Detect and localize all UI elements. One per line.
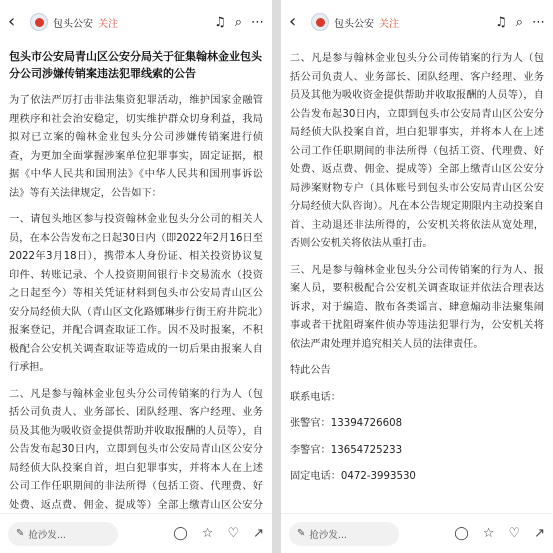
contact-label: 联系电话： xyxy=(290,391,341,403)
contact-landline: 固定电话：0472-3993530 xyxy=(290,471,416,482)
article-title: 包头市公安局青山区公安分局关于征集翰林金业包头分公司涉嫌传销案违法犯罪线索的公告 xyxy=(9,50,262,80)
paragraph-two: 二、凡是参与翰林金业包头分公司传销案的行为人（包括公司负责人、业务部长、团队经理、客户经理、业务员及其他为吸收资金提供帮助并收取报酬的人员等），自公告发布起30日内，立即到包头市公安局青山区公安分局经侦大队投案自首，坦白犯罪事实，并将本人在上述公司工作任职期间的非法所得（包括工资、代理费、好处费、返点费、佣金、提成等）全部上缴青山区公安分 xyxy=(9,388,263,511)
article-content xyxy=(0,44,272,513)
search-icon[interactable]: ⌕ xyxy=(234,14,242,30)
bottom-bar xyxy=(0,513,272,553)
like-icon[interactable]: ♡ xyxy=(227,526,240,541)
paragraph-intro: 为了依法严厉打击非法集资犯罪活动，维护国家金融管理秩序和社会治安稳定，切实维护群众切身利益，我局拟对已立案的翰林金业包头分公司涉嫌传销案进行侦查，为更加全面掌握涉案单位犯罪事实，固定证据，根据《中华人民共和国刑法》《中华人民共和国刑事诉讼法》等有关法律规定，公告如下： xyxy=(9,95,263,199)
chevron-left-icon[interactable]: ‹ xyxy=(289,11,297,32)
paragraph-three: 三、凡是参与翰林金业包头分公司传销案的行为人、报案人员，要积极配合公安机关调查取证并依法合理表达诉求，对于编造、散布各类谣言、肆意煽动非法聚集闹事或者干扰阻碍案件侦办等违法犯罪行为，公安机关将依法严肃处理并追究相关人员的法律责任。 xyxy=(290,264,544,350)
comment-input[interactable] xyxy=(289,522,399,546)
avatar[interactable] xyxy=(30,13,48,31)
share-icon[interactable]: ↗ xyxy=(534,526,545,541)
pen-icon: ✎ xyxy=(297,528,306,539)
star-icon[interactable]: ☆ xyxy=(201,526,214,541)
notice-line: 特此公告 xyxy=(290,365,331,376)
top-icons xyxy=(214,16,264,29)
account-name[interactable]: 包头公安 xyxy=(53,18,93,30)
top-icons xyxy=(495,16,545,29)
more-icon[interactable]: ⋯ xyxy=(251,14,264,30)
paragraph-one: 一、请包头地区参与投资翰林金业包头分公司的相关人员，在本公告发布之日起30日内（即2022年2月16日至2022年3月18日），携带本人身份证、相关投资协议复印件、转账记录、个人投资期间银行卡交易流水（投资之日起至今）等相关凭证材料到包头市公安局青山区公安分局经侦大队（青山区文化路娜琳步行街王府井院北）报案登记，并配合调查取证工作。因不及时报案，不积极配合公安机关调查取证等造成的一切后果由报案人自行承担。 xyxy=(9,214,263,373)
contact-li: 李警官：13654725233 xyxy=(290,444,403,456)
follow-button[interactable]: 关注 xyxy=(379,18,399,30)
headphones-icon[interactable]: ♫ xyxy=(214,14,226,30)
right-phone-screen xyxy=(281,0,553,553)
comment-icon[interactable]: ◯ xyxy=(173,526,188,541)
comment-placeholder: 抢沙发... xyxy=(28,529,66,541)
share-icon[interactable]: ↗ xyxy=(253,526,264,541)
star-icon[interactable]: ☆ xyxy=(482,526,495,541)
top-bar xyxy=(281,0,553,44)
action-icons xyxy=(454,527,545,540)
contact-zhang: 张警官：13394726608 xyxy=(290,418,403,429)
article-content xyxy=(281,44,553,513)
avatar[interactable] xyxy=(311,13,329,31)
more-icon[interactable]: ⋯ xyxy=(532,14,545,30)
top-bar xyxy=(0,0,272,44)
comment-input[interactable] xyxy=(8,522,118,546)
search-icon[interactable]: ⌕ xyxy=(515,14,523,30)
pen-icon: ✎ xyxy=(16,528,25,539)
chevron-left-icon[interactable]: ‹ xyxy=(8,11,16,32)
left-phone-screen xyxy=(0,0,272,553)
like-icon[interactable]: ♡ xyxy=(508,526,521,541)
comment-placeholder: 抢沙发... xyxy=(309,529,347,541)
bottom-bar xyxy=(281,513,553,553)
account-name[interactable]: 包头公安 xyxy=(334,18,374,30)
paragraph-two: 二、凡是参与翰林金业包头分公司传销案的行为人（包括公司负责人、业务部长、团队经理、客户经理、业务员及其他为吸收资金提供帮助并收取报酬的人员等），自公告发布起30日内，立即到包头市公安局青山区公安分局经侦大队投案自首，坦白犯罪事实，并将本人在上述公司工作任职期间的非法所得（包括工资、代理费、好处费、返点费、佣金、提成等）全部上缴青山区公安分局涉案财物专户（具体账号到包头市公安局青山区公安分局经侦大队咨询）。凡在本公告规定期限内主动投案自首、主动退还非法所得的，公安机关将依法从宽处理，否则公安机关将依法从重打击。 xyxy=(290,53,544,249)
follow-button[interactable]: 关注 xyxy=(98,18,118,30)
action-icons xyxy=(173,527,264,540)
headphones-icon[interactable]: ♫ xyxy=(495,14,507,30)
comment-icon[interactable]: ◯ xyxy=(454,526,469,541)
